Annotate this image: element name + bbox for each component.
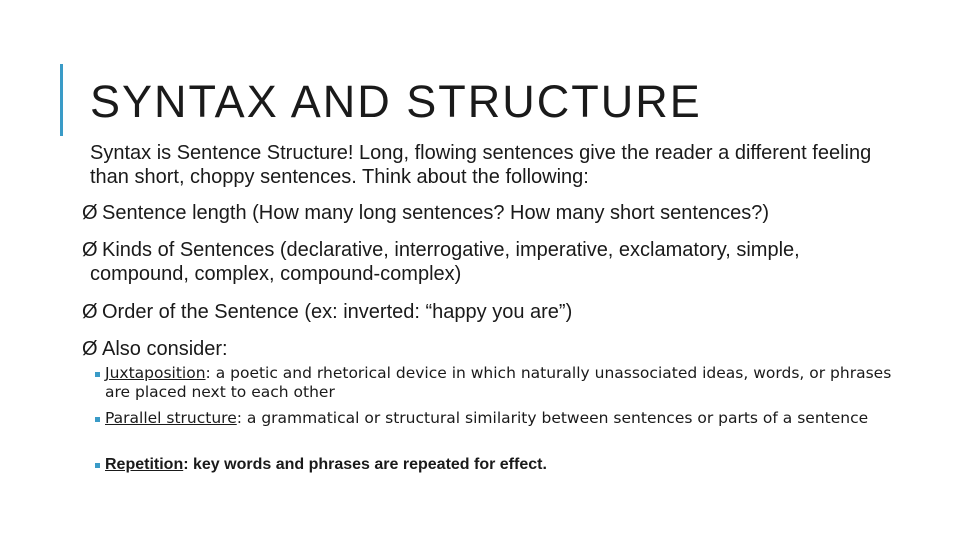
arrow-bullet-icon: Ø — [82, 202, 98, 224]
term-repetition: Repetition — [105, 456, 184, 473]
term-juxtaposition: Juxtaposition — [105, 364, 206, 382]
square-bullet-icon — [95, 372, 100, 377]
arrow-bullet-icon: Ø — [82, 338, 98, 360]
slide-title: SYNTAX AND STRUCTURE — [90, 76, 702, 127]
definition-juxtaposition: : a poetic and rhetorical device in which naturally unassociated ideas, words, or phrases are placed next to each other — [105, 364, 892, 401]
bullet-sentence-length: Sentence length (How many long sentences? How many short sentences?) — [102, 202, 770, 224]
term-parallel-structure: Parallel structure — [105, 409, 237, 427]
arrow-bullet-icon: Ø — [82, 301, 98, 323]
arrow-bullet-icon: Ø — [82, 239, 98, 261]
square-bullet-icon — [95, 417, 100, 422]
definition-repetition: : key words and phrases are repeated for effect. — [183, 456, 547, 473]
bullet-order-of-sentence: Order of the Sentence (ex: inverted: “happy you are”) — [102, 301, 573, 323]
square-bullet-icon — [95, 463, 100, 468]
sub-bullet-juxtaposition — [95, 364, 915, 402]
bullet-kinds-of-sentences-continued: compound, complex, compound-complex) — [90, 263, 462, 285]
sub-bullet-repetition — [95, 455, 915, 474]
intro-paragraph: Syntax is Sentence Structure! Long, flowing sentences give the reader a different feeling than short, choppy sentences. Think about the following: — [90, 142, 872, 188]
definition-parallel-structure: : a grammatical or structural similarity between sentences or parts of a sentence — [236, 409, 869, 427]
sub-bullet-parallel-structure — [95, 409, 915, 428]
title-accent-bar — [60, 64, 63, 136]
bullet-kinds-of-sentences: Kinds of Sentences (declarative, interrogative, imperative, exclamatory, simple, — [102, 239, 800, 261]
bullet-also-consider: Also consider: — [102, 338, 228, 360]
